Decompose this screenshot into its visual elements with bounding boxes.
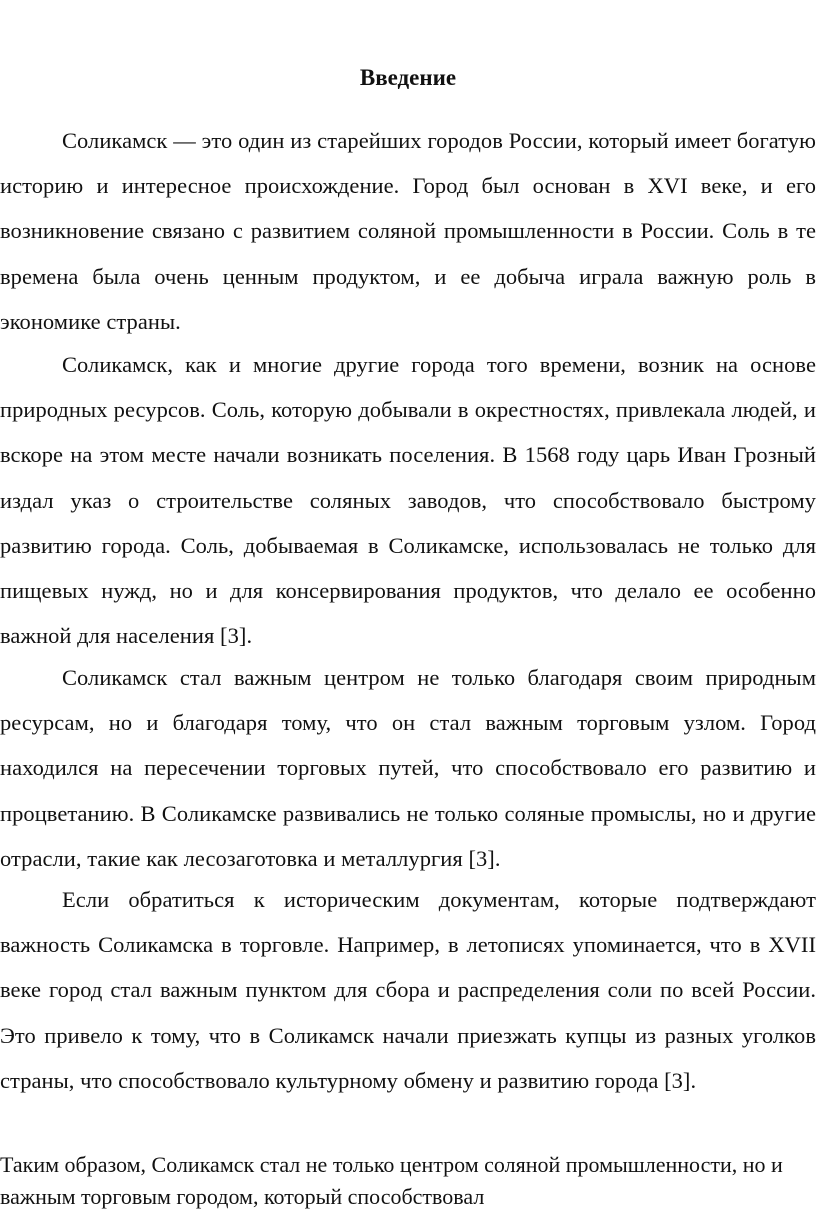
paragraph-4: Если обратиться к историческим документам, которые подтверждают важность Соликамска в торговле. Например, в летописях упоминается, что в XVII веке город стал важным пунктом для сбора и распределения соли по всей России. Это привело к тому, что в Соликамск начали приезжать купцы из разных уголков страны, что способствовало культурному обмену и развитию города [3].: [0, 887, 816, 1093]
paragraph-3: Соликамск стал важным центром не только благодаря своим природным ресурсам, но и благодаря тому, что он стал важным торговым узлом. Город находился на пересечении торговых путей, что способствовало его развитию и процветанию. В Соликамске развивались не только соляные промыслы, но и другие отрасли, такие как лесозаготовка и металлургия [3].: [0, 665, 816, 871]
paragraph-2: Соликамск, как и многие другие города того времени, возник на основе природных ресурсов. Соль, которую добывали в окрестностях, привлекала людей, и вскоре на этом месте начали возникать поселения. В 1568 году царь Иван Грозный издал указ о строительстве соляных заводов, что способствовало быстрому развитию города. Соль, добываемая в Соликамске, использовалась не только для пищевых нужд, но и для консервирования продуктов, что делало ее особенно важной для населения [3].: [0, 352, 816, 649]
page-title: Введение: [359, 65, 457, 90]
closing-paragraph: Таким образом, Соликамск стал не только центром соляной промышленности, но и важным торговым городом, который способствовал: [0, 1152, 783, 1209]
paragraph-1: Соликамск — это один из старейших городов России, который имеет богатую историю и интересное происхождение. Город был основан в XVI веке, и его возникновение связано с развитием соляной промышленности в России. Соль в те времена была очень ценным продуктом, и ее добыча играла важную роль в экономике страны.: [0, 128, 816, 334]
